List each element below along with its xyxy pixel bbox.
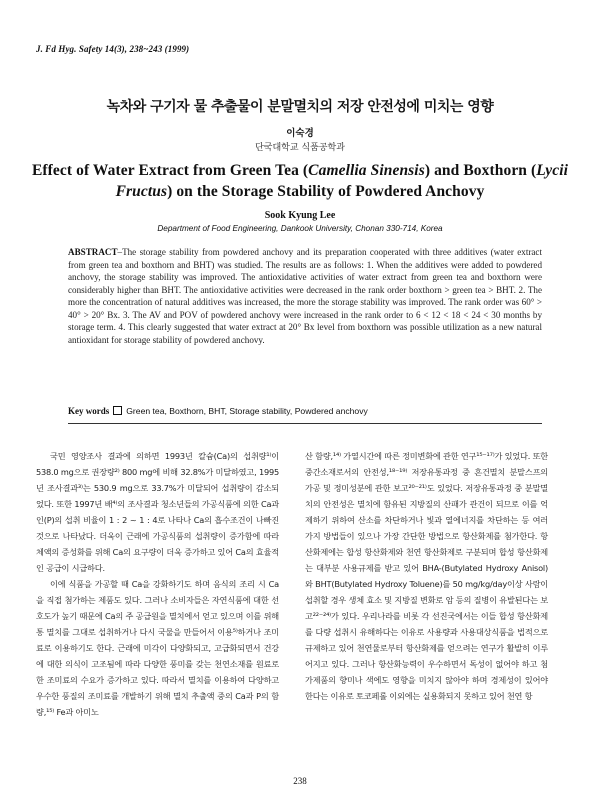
abstract [68,246,542,346]
journal-citation: J. Fd Hyg. Safety 14(3), 238~243 (1999) [36,44,190,54]
korean-author: 이숙경 [286,128,314,139]
english-affiliation: Department of Food Engineering, Dankook University, Chonan 330-714, Korea [157,224,443,233]
english-title-part1: Effect of Water Extract from Green Tea ( [31,162,309,179]
body-column-right [305,448,548,704]
keywords-divider [68,423,542,424]
korean-title: 녹차와 구기자 물 추출물이 분말멸치의 저장 안전성에 미치는 영향 [106,99,494,115]
english-title-part2: ) and Boxthorn ( [424,162,537,179]
english-author: Sook Kyung Lee [264,210,336,221]
english-title [30,160,570,202]
keywords-text: Green tea, Boxthorn, BHT, Storage stability, Powdered anchovy [126,406,368,416]
english-title-italic2: Lycii Fructus [115,162,569,200]
english-title-part3: ) on the Storage Stability of Powdered Anchovy [167,183,485,200]
page-number: 238 [293,776,307,786]
body-column-left [36,448,279,720]
keywords [68,406,542,416]
korean-affiliation: 단국대학교 식품공학과 [255,143,345,153]
checkbox-square-icon [113,406,122,415]
abstract-text: –The storage stability from powdered anchovy and its preparation cooperated with three additives (water extract from green tea and boxthorn and BHT) was studied. The results are as follows: 1. When the additives were added to powdered anchovy, the storage stability was improved. The antioxidative activities of water extract from green tea and boxthorn were considerably higher than BHT. The antioxidative activities were decreased in the rank order boxthorn > green tea > BHT. 2. The more the concentration of natural additives was increased, the more the storage stability was improved. The rank order was 60° > 40° > 20° Bx. 3. The AV and POV of powdered anchovy were increased in the rank order to 6 < 12 < 18 < 24 < 30 months by storage term. 4. This clearly suggested that water extract at 20° Bx level from boxthorn was possible utilization as a new natural antioxidant for storage stability of powdered anchovy. [68,247,542,345]
body-paragraph: 산 함량,¹⁴⁾ 가열시간에 따른 정미변화에 관한 연구¹⁵⁻¹⁷⁾가 있었다. 또한 중간소재로서의 안전성,¹⁸⁻¹⁹⁾ 저장유통과정 중 흔건멸치 분말스프의 가공 및 정미성분에 관한 보고²⁰⁻²¹⁾도 있었다. 저장유통과정 중 분말멸치의 안전성은 멸치에 함유된 지방질의 산패가 관건이 되므로 이를 억제하기 위하여 산소를 차단하거나 빛과 열에너지를 차단하는 등 여러 가지 방법들이 있으나 가장 간단한 방법으로 항산화제를 첨가한다. 항산화제에는 합성 항산화제와 천연 항산화제로 구분되며 합성 항산화제는 대부분 사용규제를 받고 있어 BHA-(Butylated Hydroxy Anisol)와 BHT(Butylated Hydroxy Toluene)를 50 mg/kg/day이상 사람이 섭취할 경우 생체 효소 및 지방질 변화로 암 등의 질병이 유발된다는 보고²²⁻²⁴⁾가 있다. 우리나라를 비롯 각 선진국에서는 이들 합성 항산화제를 다량 섭취시 유해하다는 이유로 사용량과 사용대상식품을 법적으로 규제하고 있어 천연물로부터 항산화제를 얻으려는 연구가 활발히 이루어지고 있다. 그러나 항산화능력이 우수하면서 독성이 없어야 하고 첨가제품의 향미나 색에도 영향을 미치지 않아야 하며 경제성이 있어야 한다는 이유로 토코페롤 이외에는 실용화되지 못하고 있어 천연 항 [305,451,548,701]
keywords-label: Key words [68,406,110,416]
abstract-label: ABSTRACT [68,247,118,257]
english-title-italic1: Camellia Sinensis [308,162,425,179]
body-paragraph: 이에 식품을 가공할 때 Ca을 강화하기도 하며 음식의 조리 시 Ca을 직접 첨가하는 제품도 있다. 그러나 소비자들은 자연식품에 대한 선호도가 높기 때문에 Ca의 주 공급원을 멸치에서 얻고 있으며 이를 위해 통 멸치를 그대로 섭취하거나 다시 국물을 만들어서 이용⁵⁾하거나 조미료로 이용하기도 한다. 근래에 미각이 다양화되고, 고급화되면서 건강에 대한 의식이 고조됨에 따라 다양한 풍미를 갖는 천연소재를 원료로 한 조미료의 수요가 증가하고 있다. 따라서 멸치를 이용하여 다양하고 우수한 풍질의 조미료를 개발하기 위해 멸치 추출액 중의 Ca과 P의 함량,¹⁵⁾ Fe과 아미노 [36,579,279,717]
body-paragraph: 국민 영양조사 결과에 의하면 1993년 칼슘(Ca)의 섭취량¹⁾이 538.0 mg으로 권장량²⁾ 800 mg에 비해 32.8%가 미달하였고, 1995년 조사결과³⁾는 530.9 mg으로 33.7%가 미달되어 섭취량이 감소되었다. 또한 1997년 배⁴⁾의 조사결과 청소년들의 가공식품에 의한 Ca과 인(P)의 섭취 비율이 1 : 2 ~ 1 : 4로 나타나 Ca의 흡수조건이 나빠진 것으로 나타났다. 더욱이 근래에 가공식품의 섭취량이 증가함에 따라 체액의 증성화를 위해 Ca의 요구량이 더욱 증가하고 있어 Ca의 효율적인 공급이 시급하다. [36,451,279,573]
